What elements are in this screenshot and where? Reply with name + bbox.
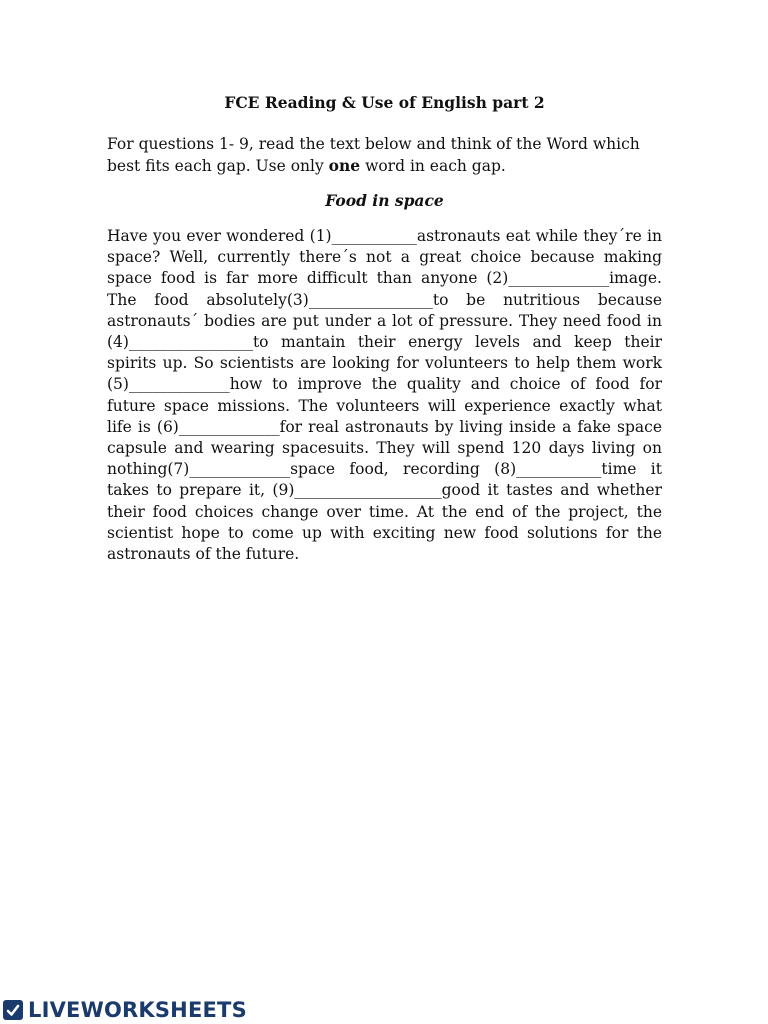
instructions-text-end: word in each gap. xyxy=(360,157,506,175)
footer-logo xyxy=(2,997,247,1023)
text-title: Food in space xyxy=(325,191,444,210)
gap-fill-text: Have you ever wondered (1)___________astronauts eat while they´re in space? Well, currently there´s not a great choice because making space food is far more difficult than anyone (2)_____________image. The food absolutely(3)________________to be nutritious because astronauts´ bodies are put under a lot of pressure. They need food in (4)________________to mantain their energy levels and keep their spirits up. So scientists are looking for volunteers to help them work (5)_____________how to improve the quality and choice of food for future space missions. The volunteers will experience exactly what life is (6)_____________for real astronauts by living inside a fake space capsule and wearing spacesuits. They will spend 120 days living on nothing(7)_____________space food, recording (8)___________time it takes to prepare it, (9)___________________good it tastes and whether their food choices change over time. At the end of the project, the scientist hope to come up with exciting new food solutions for the astronauts of the future. xyxy=(107,227,662,564)
instructions-text-start: For questions 1- 9, read the text below and think of the Word which best fits each gap. Use only xyxy=(107,135,640,175)
instructions xyxy=(107,134,662,177)
liveworksheets-logo-icon xyxy=(2,999,24,1021)
worksheet-page xyxy=(107,92,662,565)
page-title: FCE Reading & Use of English part 2 xyxy=(224,93,545,112)
logo-text: LIVEWORKSHEETS xyxy=(28,998,247,1022)
instructions-bold-word: one xyxy=(328,156,361,175)
